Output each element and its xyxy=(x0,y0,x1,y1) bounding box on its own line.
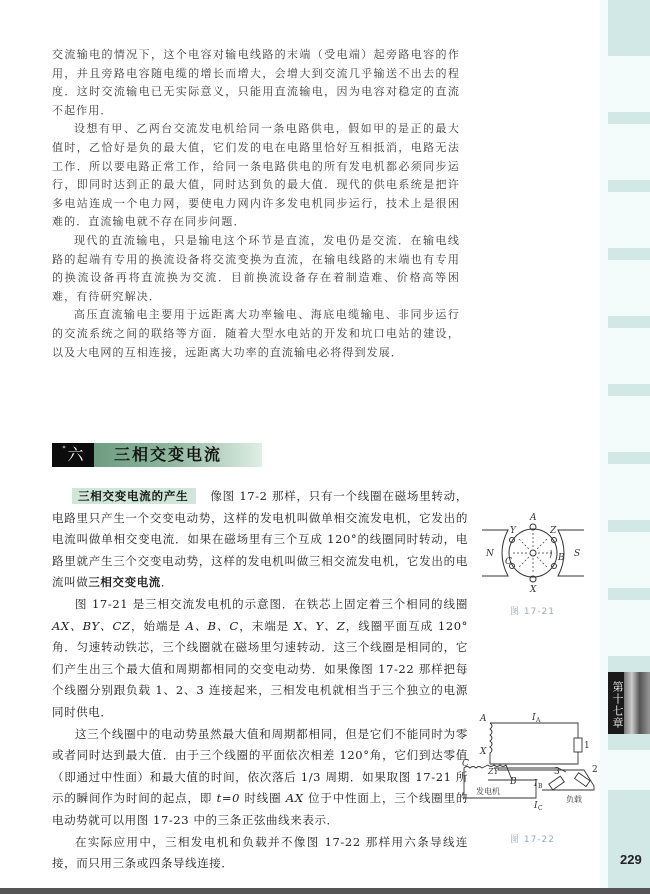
margin-tab xyxy=(608,452,650,464)
svg-text:1: 1 xyxy=(584,741,590,751)
optional-star: * xyxy=(62,445,66,452)
svg-text:负载: 负载 xyxy=(566,795,582,804)
svg-text:A: A xyxy=(530,513,537,523)
margin-tab xyxy=(608,588,650,600)
svg-text:B: B xyxy=(538,783,543,790)
svg-text:B: B xyxy=(510,777,517,787)
svg-text:Y: Y xyxy=(510,526,516,536)
key-term: 三相交变电流 xyxy=(88,575,161,590)
chapter-label: 第十七章 xyxy=(611,681,624,729)
svg-text:B: B xyxy=(558,553,565,563)
subheading: 三相交变电流的产生 xyxy=(72,488,196,504)
paragraph: 三相交变电流的产生 像图 17-2 那样，只有一个线圈在磁场里转动，电路里只产生一个交变电动势，这样的发电机叫做单相交流发电机，它发出的电流叫做单相交变电流．如果在磁场里有三个互成 120°的线圈同时转动，电路里就产生三个交变电动势，这样的发电机叫做三相交流发电机，它发出的电流叫做三相交变电流． xyxy=(52,489,469,590)
svg-text:I: I xyxy=(532,713,536,723)
paragraph: 高压直流输电主要用于远距离大功率输电、海底电缆输电、非同步运行的交流系统之间的联络等方面．随着大型水电站的开发和坑口电站的建设，以及大电网的互相连接，远距离大功率的直流输电必将得到发展． xyxy=(52,308,460,359)
chapter-tab xyxy=(608,672,650,734)
margin-tab xyxy=(608,248,650,260)
main-text xyxy=(52,486,468,875)
figure-caption: 图 17-22 xyxy=(510,835,556,845)
section-header xyxy=(52,443,262,467)
svg-text:A: A xyxy=(536,717,541,724)
page-number: 229 xyxy=(620,852,642,867)
paragraph: 图 17-21 是三相交流发电机的示意图．在铁芯上固定着三个相同的线圈 AX、BY、CZ，始端是 A、B、C，末端是 X、Y、Z，线圈平面互成 120°角．匀速转动铁芯，三个线圈就在磁场里匀速转动．这三个线圈是相同的，它们产生出三个最大值和周期都相同的交变电动势．如果像图 17-22 那样把每个线圈分别跟负载 1、2、3 连接起来，三相发电机就相当于三个独立的电源同时供电． xyxy=(52,596,469,719)
figure-circuit-diagram xyxy=(462,710,600,810)
svg-text:2: 2 xyxy=(592,765,598,775)
paragraph: 这三个线圈中的电动势虽然最大值和周期都相同，但是它们不能同时为零或者同时达到最大值．由于三个线圈的平面依次相差 120°角，它们到达零值（即通过中性面）和最大值的时间，依次落后 1/3 周期．如果取图 17-21 所示的瞬间作为时间的起点，即 t=0 时线圈 AX 位于中性面上，三个线圈里的电动势就可以用图 17-23 中的三条正弦曲线来表示． xyxy=(52,726,469,827)
svg-text:S: S xyxy=(574,549,581,559)
svg-text:N: N xyxy=(486,549,494,559)
svg-text:I: I xyxy=(534,779,538,789)
paragraph: 现代的直流输电，只是输电这个环节是直流，发电仍是交流．在输电线路的起端有专用的换流设备将交流变换为直流，在输电线路的末端也有专用的换流设备再将直流换为交流．目前换流设备存在着制造难、价格高等困难，有待研究解决． xyxy=(52,233,460,303)
margin-tab xyxy=(608,520,650,532)
page-margin xyxy=(600,0,650,894)
svg-text:ZY: ZY xyxy=(488,767,499,776)
margin-tab xyxy=(608,0,650,56)
svg-text:C: C xyxy=(538,805,543,810)
svg-text:C: C xyxy=(462,759,469,769)
continued-text xyxy=(52,46,460,362)
paragraph: 交流输电的情况下，这个电容对输电线路的末端（受电端）起旁路电容的作用，并且旁路电容随电缆的增长而增大，会增大到交流几乎输送不出去的程度．这时交流输电已无实际意义，只能用直流输电，因为电容对稳定的直流不起作用． xyxy=(52,48,460,117)
bottom-edge xyxy=(0,888,650,894)
svg-text:C: C xyxy=(505,557,512,567)
svg-text:Z: Z xyxy=(550,526,557,536)
svg-text:3: 3 xyxy=(554,767,560,777)
svg-text:A: A xyxy=(480,714,487,724)
svg-text:I: I xyxy=(534,801,538,810)
paragraph: 设想有甲、乙两台交流发电机给同一条电路供电，假如甲的是正的最大值时，乙恰好是负的最大值，它们发的电在电路里恰好互相抵消，电路无法工作．所以要电路正常工作，给同一条电路供电的所有发电机都必须同步运行，即同时达到正的最大值，同时达到负的最大值．现代的供电系统是把许多电站连成一个电力网，要使电力网内许多发电机同步运行，技术上是很困难的．直流输电就不存在同步问题． xyxy=(52,122,460,229)
svg-text:发电机: 发电机 xyxy=(476,787,500,796)
section-title: 三相交变电流 xyxy=(114,445,223,464)
margin-tab xyxy=(608,316,650,328)
figure-generator-diagram xyxy=(478,508,588,598)
svg-text:X: X xyxy=(480,747,487,757)
paragraph: 在实际应用中，三相发电机和负载并不像图 17-22 那样用六条导线连接，而只用三条或四条导线连接． xyxy=(52,834,468,871)
svg-text:X: X xyxy=(530,585,537,595)
chapter-photo xyxy=(624,672,650,734)
margin-tab xyxy=(608,180,650,192)
margin-tab xyxy=(608,384,650,396)
figure-caption: 图 17-21 xyxy=(510,607,556,617)
section-number: * 六 xyxy=(52,443,94,467)
margin-tab xyxy=(608,112,650,124)
margin-tab xyxy=(608,790,650,888)
